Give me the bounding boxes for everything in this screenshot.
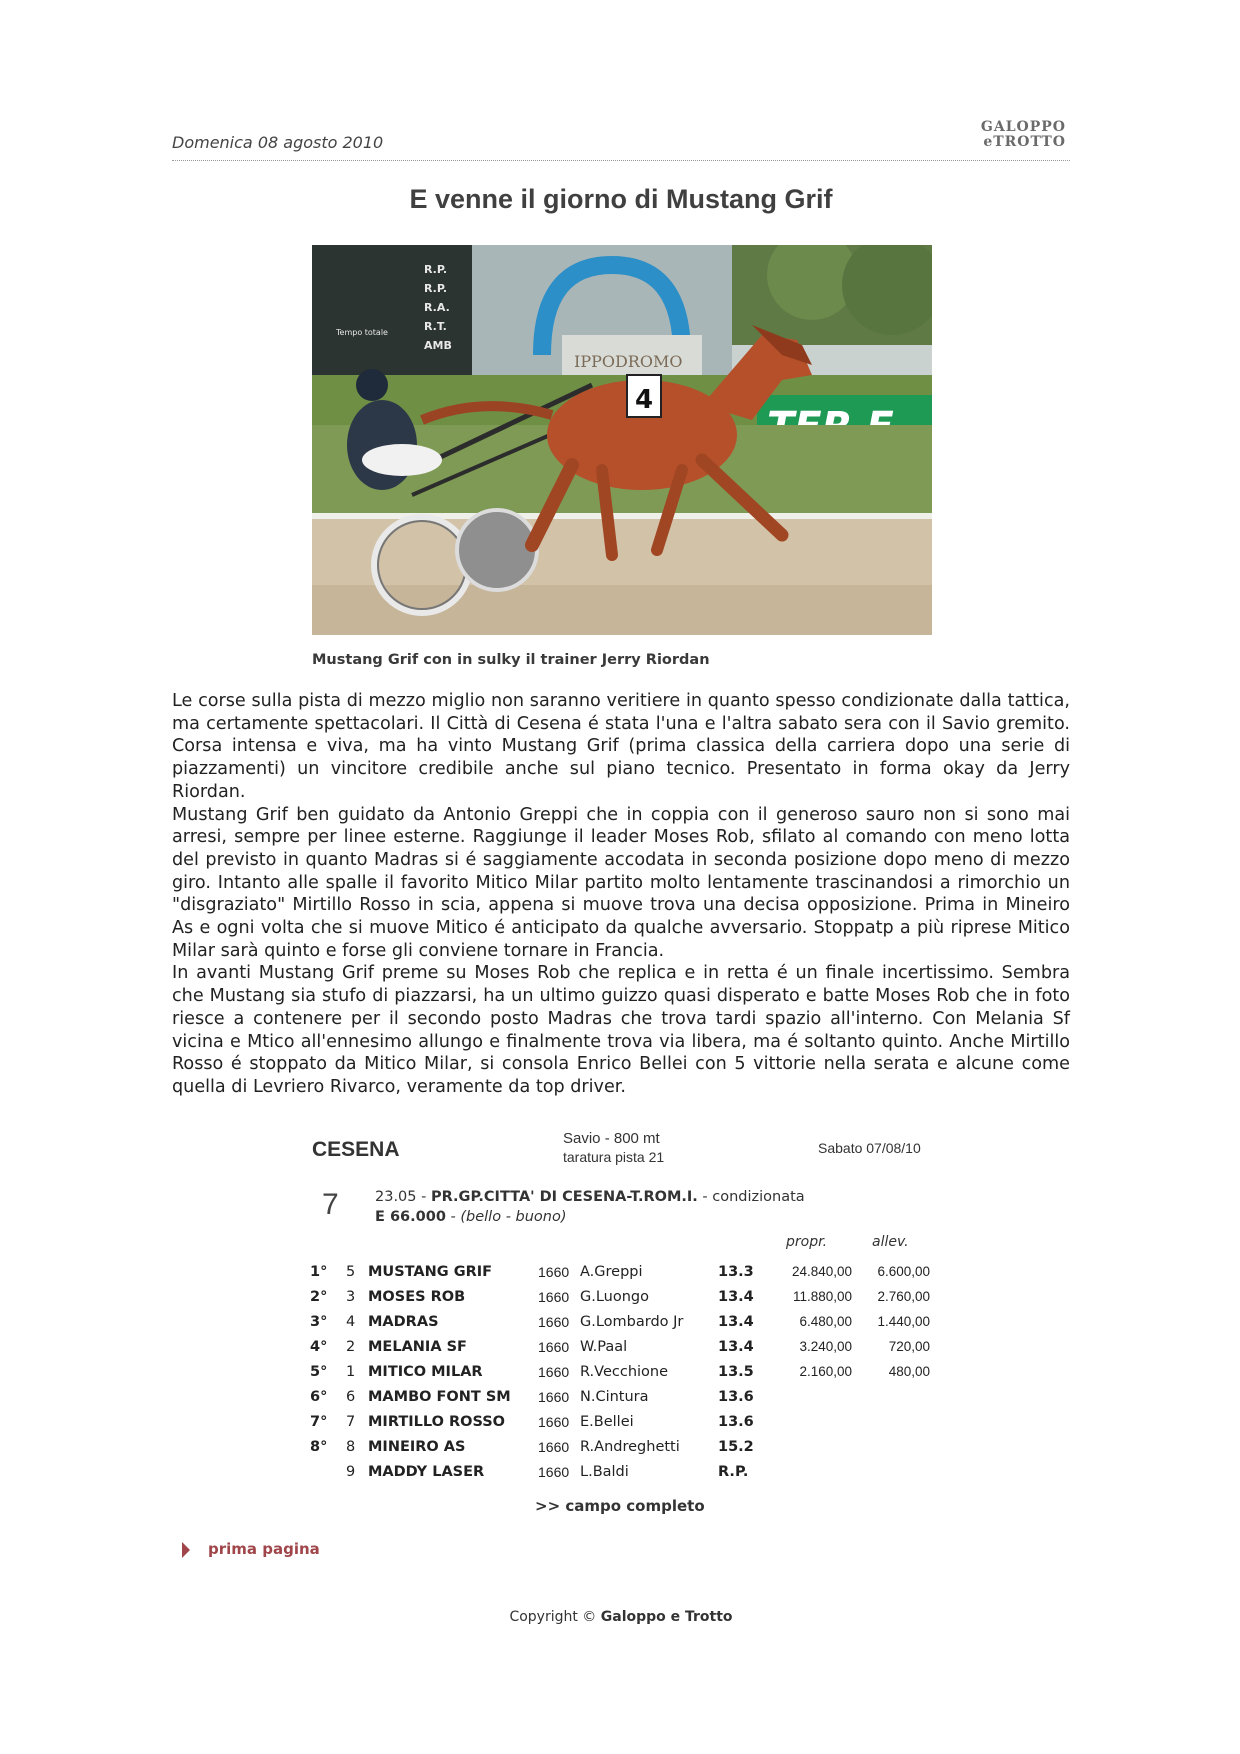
result-horse: MIRTILLO ROSSO [368, 1413, 506, 1430]
result-allev: 480,00 [888, 1364, 930, 1379]
result-allev: 1.440,00 [877, 1314, 930, 1329]
race-track [563, 1130, 664, 1166]
result-driver: G.Luongo [580, 1288, 649, 1305]
result-row [310, 1459, 930, 1484]
result-time: 13.4 [718, 1288, 754, 1305]
campo-completo-link[interactable]: >> campo completo [535, 1497, 705, 1515]
galoppo-trotto-logo[interactable] [976, 120, 1066, 150]
result-driver: R.Vecchione [580, 1363, 669, 1380]
result-time: 13.4 [718, 1338, 754, 1355]
result-driver: N.Cintura [580, 1388, 649, 1405]
race-name: PR.GP.CITTA' DI CESENA-T.ROM.I. [430, 1189, 698, 1205]
result-time: 15.2 [718, 1438, 754, 1455]
article-photo [312, 245, 932, 635]
result-horse: MITICO MILAR [368, 1363, 483, 1380]
saddle-number: 4 [635, 385, 654, 415]
result-driver: E.Bellei [580, 1413, 634, 1430]
result-row [310, 1309, 930, 1334]
track-name: Savio - 800 mt [563, 1130, 660, 1147]
column-propr-header: propr. [786, 1234, 828, 1250]
result-propr [770, 1409, 852, 1434]
prima-pagina-label: prima pagina [208, 1540, 320, 1558]
race-info [375, 1187, 805, 1227]
article-paragraph: Mustang Grif ben guidato da Antonio Greppi che in coppia con il generoso sauro non si sono mai arresi, sempre per linee esterne. Raggiunge il leader Moses Rob, sfilato al comando con meno lotta del previsto in quanto Madras si é saggiamente accodata in seconda posizione dopo meno di mezzo giro. Intanto alle spalle il favorito Mitico Milar partito molto lentamente trascinandosi a rimorchio un "disgraziato" Mirtillo Rosso in scia, appena si muove trova una decisa opposizione. Prima in Mineiro As e ogni volta che si muove Mitico é anticipato da qualche avversario. Stoppatp a più riprese Mitico Milar sarà quinto e forse gli conviene tornare in Francia. [172, 804, 1070, 961]
article-paragraph: Le corse sulla pista di mezzo miglio non saranno veritiere in quanto spesso condizionate dalla tattica, ma certamente spettacolari. Il Città di Cesena é stata l'una e l'altra sabato sera con il Savio gremito. Corsa intensa e viva, ma ha vinto Mustang Grif (prima classica della carriera dopo una serie di piazzamenti) un vincitore credibile anche sul piano tecnico. Presentato in forma okay da Jerry Riordan. [172, 691, 1070, 802]
copyright-prefix: Copyright © [509, 1609, 601, 1625]
result-pos: 5° [310, 1363, 328, 1380]
board-label: AMB [424, 339, 452, 352]
article-body [172, 690, 1070, 1099]
board-label: R.A. [424, 301, 450, 314]
result-propr [770, 1384, 852, 1409]
result-horse: MADDY LASER [368, 1463, 485, 1480]
race-venue: CESENA [312, 1138, 400, 1161]
board-label: R.P. [424, 282, 448, 295]
race-prize: E 66.000 [375, 1209, 446, 1225]
result-propr: 6.480,00 [799, 1314, 852, 1329]
result-driver: L.Baldi [580, 1463, 629, 1480]
result-dist: 1660 [538, 1288, 570, 1305]
result-allev [852, 1409, 930, 1434]
result-propr: 11.880,00 [792, 1289, 852, 1304]
result-dist: 1660 [538, 1263, 570, 1280]
result-row [310, 1334, 930, 1359]
result-num: 4 [346, 1313, 356, 1330]
race-conditions: - (bello - buono) [445, 1209, 567, 1225]
result-dist: 1660 [538, 1438, 570, 1455]
result-pos: 2° [310, 1288, 328, 1305]
article-date: Domenica 08 agosto 2010 [172, 133, 384, 152]
result-row [310, 1409, 930, 1434]
result-allev: 720,00 [888, 1339, 930, 1354]
photo-caption: Mustang Grif con in sulky il trainer Jerry Riordan [312, 652, 710, 668]
result-pos: 4° [310, 1338, 328, 1355]
result-row [310, 1384, 930, 1409]
result-num: 3 [346, 1288, 356, 1305]
result-horse: MAMBO FONT SM [368, 1388, 511, 1405]
article-paragraph: In avanti Mustang Grif preme su Moses Rob che replica e in retta é un finale incertissimo. Sembra che Mustang sia stufo di piazzarsi, ha un ultimo guizzo quasi disperato e batte Moses Rob che in foto riesce a contenere per il secondo posto Madras che trova tardi spazio all'interno. Con Melania Sf vicina e Mtico all'ennesimo allungo e finalmente trova via libera, ma é soltanto quinto. Anche Mirtillo Rosso é stoppato da Mitico Milar, si consola Enrico Bellei con 5 vittorie nella serata e alcune come quella di Levriero Rivarco, veramente da top driver. [172, 963, 1070, 1097]
result-dist: 1660 [538, 1388, 570, 1405]
result-allev [852, 1459, 930, 1484]
copyright [172, 1609, 1070, 1625]
play-arrow-icon [182, 1542, 190, 1558]
race-number: 7 [322, 1188, 339, 1221]
board-side-label: Tempo totale [336, 328, 388, 337]
result-dist: 1660 [538, 1338, 570, 1355]
result-time: 13.6 [718, 1413, 754, 1430]
race-type: - condizionata [697, 1189, 805, 1205]
header-divider [172, 160, 1070, 161]
result-allev: 2.760,00 [877, 1289, 930, 1304]
result-allev [852, 1384, 930, 1409]
logo-line-1: GALOPPO [980, 119, 1066, 135]
result-num: 1 [346, 1363, 356, 1380]
result-driver: A.Greppi [580, 1263, 643, 1280]
result-pos: 7° [310, 1413, 328, 1430]
copyright-owner: Galoppo e Trotto [600, 1609, 733, 1625]
board-label: R.P. [424, 263, 448, 276]
article-title: E venne il giorno di Mustang Grif [409, 184, 833, 214]
result-num: 9 [346, 1463, 356, 1480]
result-horse: MOSES ROB [368, 1288, 466, 1305]
result-pos: 6° [310, 1388, 328, 1405]
result-horse: MUSTANG GRIF [368, 1263, 493, 1280]
result-pos: 8° [310, 1438, 328, 1455]
result-dist: 1660 [538, 1463, 570, 1480]
result-propr [770, 1434, 852, 1459]
result-time: 13.5 [718, 1363, 754, 1380]
harness-race-photo [312, 245, 932, 635]
result-row [310, 1284, 930, 1309]
result-time: 13.3 [718, 1263, 754, 1280]
board-label: R.T. [424, 320, 447, 333]
track-calibration: taratura pista 21 [563, 1149, 665, 1165]
results-table [310, 1259, 930, 1484]
result-propr: 24.840,00 [791, 1264, 852, 1279]
result-time: 13.6 [718, 1388, 754, 1405]
result-propr [770, 1459, 852, 1484]
logo-line-2: eTROTTO [983, 134, 1066, 150]
result-dist: 1660 [538, 1363, 570, 1380]
prima-pagina-link[interactable] [182, 1540, 320, 1558]
result-row [310, 1359, 930, 1384]
result-time: R.P. [718, 1463, 749, 1480]
result-num: 6 [346, 1388, 356, 1405]
result-driver: R.Andreghetti [580, 1438, 680, 1455]
result-num: 8 [346, 1438, 356, 1455]
result-dist: 1660 [538, 1313, 570, 1330]
result-num: 2 [346, 1338, 356, 1355]
result-allev: 6.600,00 [877, 1264, 930, 1279]
result-pos: 1° [310, 1263, 328, 1280]
result-propr: 3.240,00 [799, 1339, 852, 1354]
result-row [310, 1434, 930, 1459]
ippodromo-sign: IPPODROMO [574, 352, 683, 371]
result-pos: 3° [310, 1313, 328, 1330]
result-num: 5 [346, 1263, 356, 1280]
race-date: Sabato 07/08/10 [818, 1140, 921, 1156]
result-num: 7 [346, 1413, 356, 1430]
result-pos [310, 1459, 346, 1484]
result-horse: MELANIA SF [368, 1338, 467, 1355]
result-horse: MINEIRO AS [368, 1438, 466, 1455]
result-driver: W.Paal [580, 1338, 628, 1355]
result-driver: G.Lombardo Jr [580, 1313, 684, 1330]
result-propr: 2.160,00 [799, 1364, 852, 1379]
result-dist: 1660 [538, 1413, 570, 1430]
result-allev [852, 1434, 930, 1459]
result-horse: MADRAS [368, 1313, 439, 1330]
race-time: 23.05 - [375, 1189, 431, 1205]
column-allev-header: allev. [872, 1234, 909, 1250]
result-time: 13.4 [718, 1313, 754, 1330]
result-row [310, 1259, 930, 1284]
